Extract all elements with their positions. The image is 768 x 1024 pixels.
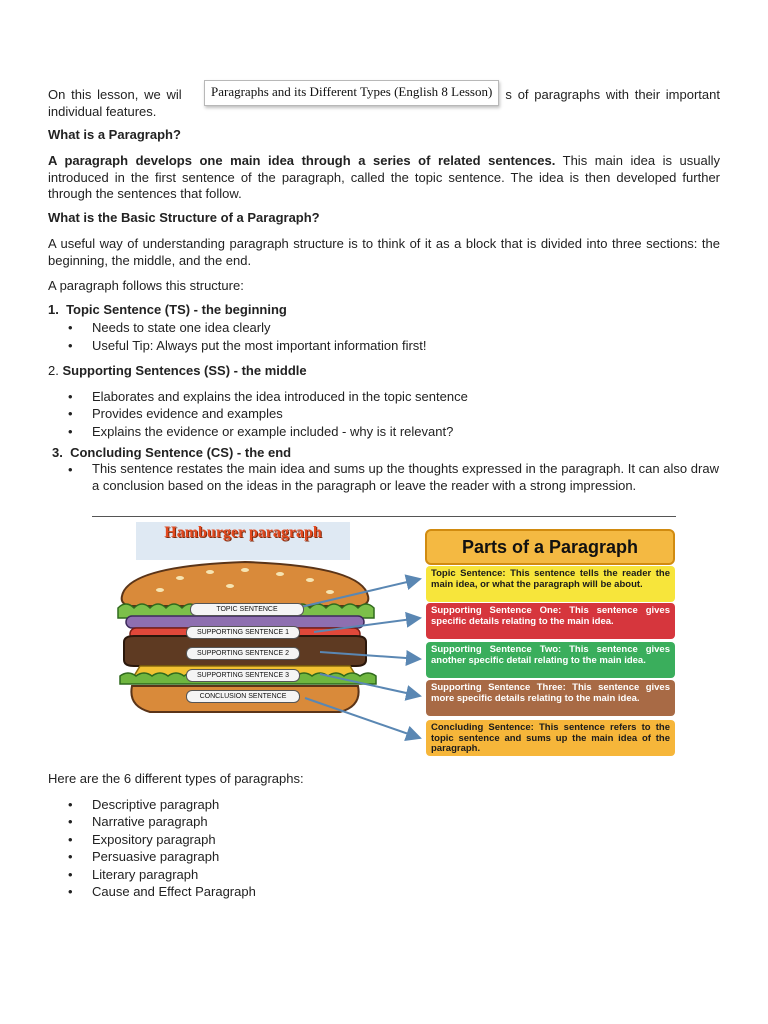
heading-basic-structure: What is the Basic Structure of a Paragraph? <box>48 210 320 225</box>
item-1-title: Topic Sentence (TS) - the beginning <box>66 302 287 317</box>
layer-label-supporting-3: SUPPORTING SENTENCE 3 <box>186 669 300 682</box>
bullet-icon: • <box>68 389 73 404</box>
intro-text-end: s of paragraphs with their important individual features. <box>48 87 720 119</box>
structure-paragraph: A useful way of understanding paragraph structure is to think of it as a block that is divided into three sections: the beginning, the middle, and the end. <box>48 236 720 268</box>
item-3-bullet-text: This sentence restates the main idea and sums up the thoughts expressed in the paragraph. It can also draw a conclusion based on the ideas in the paragraph or leave the reader with a strong impression. <box>92 461 719 493</box>
title-tooltip: Paragraphs and its Different Types (English 8 Lesson) <box>204 80 499 106</box>
hamburger-title: Hamburger paragraph <box>136 522 350 560</box>
box-concluding-sentence: Concluding Sentence: This sentence refers to the topic sentence and sums up the main idea of the paragraph. <box>426 720 675 756</box>
bullet-icon: • <box>68 884 73 899</box>
follows-text: A paragraph follows this structure: <box>48 278 244 293</box>
document-page: On this lesson, we wil s of paragraphs with their important individual features. Paragraphs and its Different Types (English 8 Lesson) What is a Paragraph? A paragraph develops one main idea through a series of related sentences. This main idea is usually introduced in the first sentence of the paragraph, called the topic sentence. The idea is then developed further through the sentences that follow. What is the Basic Structure of a Paragraph? A useful way of understanding paragraph structure is to think of it as a block that is divided into three sections: the beginning, the middle, and the end. A paragraph follows this structure: 1. Topic Sentence (TS) - the beginning • Needs to state one idea clearly • Useful Tip: Always put the most important information first! 2. Supporting Sentences (SS) - the middle • Elaborates and explains the idea introduced in the topic sentence • Provides evidence and examples • Explains the evidence or example included - why is it relevant? 3. Concluding Sentence (CS) - the end • This sentence restates the main idea and sums up the thoughts expressed in the paragraph. It can also draw a conclusion based on the ideas in the paragraph or leave the reader with a strong impression. Hamburger paragraph TOPIC SENTENCE SUPPORTING SENTENCE 1 SUPPORTING SENTENCE 2 SUPPORTING SENTENCE 3 CONCLUSION SENTENCE Parts of a Paragraph Topic Sentence: This sentence tells the reader the main idea, or what the paragraph will be about. Supporting Sentence One: This sentence gives specific details relating to the main idea. Supporting Sentence Two: This sentence gives another specific detail relating to the main idea. Supporting Sentence Three: This sentence gives more specific details relating to the main idea. Concluding Sentence: This sentence refers to the topic sentence and sums up the main idea of the paragraph. Here are the 6 different types of paragraphs: • Descriptive paragraph • Narrative paragraph • Expository paragraph • Persuasive paragraph • Literary paragraph • Cause and Effect Paragraph <box>0 0 768 1024</box>
bullet-icon: • <box>68 814 73 829</box>
bullet-icon: • <box>68 338 73 353</box>
definition-rest: This main idea is usually introduced in the first sentence of the paragraph, called the topic sentence. The idea is then developed further through the sentences that follow. <box>48 153 720 201</box>
bullet-icon: • <box>68 462 73 477</box>
item-3-title: Concluding Sentence (CS) - the end <box>70 445 292 460</box>
layer-label-topic: TOPIC SENTENCE <box>190 603 304 616</box>
item-2-title: Supporting Sentences (SS) - the middle <box>62 363 307 378</box>
bullet-icon: • <box>68 867 73 882</box>
heading-what-is-paragraph: What is a Paragraph? <box>48 127 181 142</box>
item-1-number: 1. <box>48 302 59 317</box>
bullet-icon: • <box>68 849 73 864</box>
parts-of-paragraph-title: Parts of a Paragraph <box>425 529 675 565</box>
item-2-number: 2. <box>48 363 59 378</box>
box-supporting-three: Supporting Sentence Three: This sentence gives more specific details relating to the main idea. <box>426 680 675 716</box>
box-supporting-two: Supporting Sentence Two: This sentence gives another specific detail relating to the main idea. <box>426 642 675 678</box>
definition-bold: A paragraph develops one main idea through a series of related sentences. <box>48 153 556 168</box>
layer-label-supporting-1: SUPPORTING SENTENCE 1 <box>186 626 300 639</box>
layer-label-supporting-2: SUPPORTING SENTENCE 2 <box>186 647 300 660</box>
box-topic-sentence: Topic Sentence: This sentence tells the reader the main idea, or what the paragraph will be about. <box>426 566 675 602</box>
types-intro: Here are the 6 different types of paragraphs: <box>48 771 304 786</box>
box-supporting-one: Supporting Sentence One: This sentence gives specific details relating to the main idea. <box>426 603 675 639</box>
layer-label-conclusion: CONCLUSION SENTENCE <box>186 690 300 703</box>
arrow-5 <box>305 698 420 738</box>
intro-text-start: On this lesson, we wil <box>48 87 182 102</box>
item-3-number: 3. <box>52 445 63 460</box>
bullet-icon: • <box>68 406 73 421</box>
bullet-icon: • <box>68 832 73 847</box>
bullet-icon: • <box>68 320 73 335</box>
bullet-icon: • <box>68 797 73 812</box>
bullet-icon: • <box>68 424 73 439</box>
